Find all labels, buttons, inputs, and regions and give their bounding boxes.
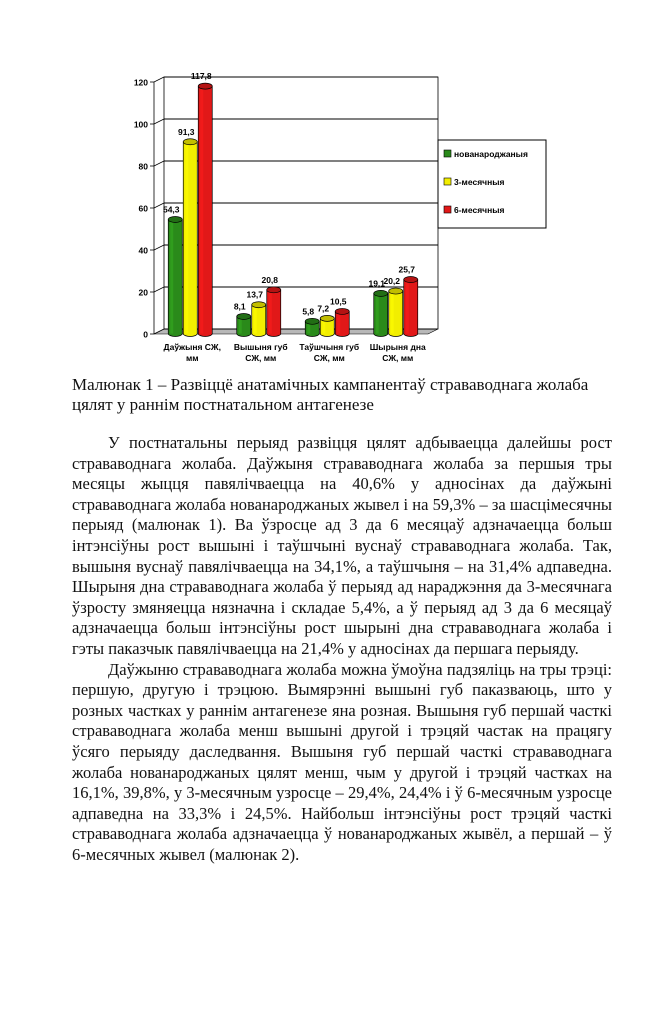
paragraph: Даўжыню страваводнага жолаба можна ўмоўна падзяліць на тры трэці: першую, другую і трэцюю. Вымярэнні вышыні губ паказваюць, што у розных частках у раннім антагенезе яна розная. Вышыня губ першай часткі страваводнага жолаба менш вышыні другой і трэцяй частак на працягу ўсяго перыяду даследвання. Вышыня губ першай часткі страваводнага жолаба нованароджаных цялят менш, чым у другой і трэцяй частках на 16,1%, 39,8%, у 3-месячным узросце – 29,4%, 24,4% і ў 6-месячным узросце адпаведна на 33,3% і 24,5%. Найбольш інтэнсіўны рост трэцяй часткі страваводнага жолаба адзначаецца ў нованароджаных жывёл, а першай – ў 6-месячных жывел (малюнак 2). [72,659,612,864]
bar-top [335,308,349,314]
legend-label: нованароджаныя [454,149,528,159]
data-label: 19,1 [368,278,386,289]
data-label: 20,8 [261,274,279,285]
bar-highlight [254,305,257,334]
y-tick-label: 80 [138,161,148,172]
bar-chart [128,72,570,370]
bar-highlight [185,142,188,334]
data-label: 8,1 [233,301,246,312]
body-text [72,433,612,865]
legend-label: 3-месячныя [454,177,505,187]
bar-top [198,83,212,89]
legend-swatch [444,178,451,185]
bar-highlight [391,291,394,333]
category-label: Вышыня губ [233,342,288,352]
category-label: мм [185,353,199,363]
figure-caption: Малюнак 1 – Развіццё анатамічных кампанентаў страваводнага жолаба цялят у раннім постнатальном антагенезе [72,375,589,414]
y-tick-label: 120 [133,77,148,88]
gridline-side [154,245,164,250]
bar-highlight [337,311,340,333]
data-label: 20,2 [383,276,401,287]
category-label: Даўжыня СЖ, [163,342,221,352]
y-tick-label: 20 [138,287,148,298]
gridline-side [154,161,164,166]
y-tick-label: 100 [133,119,148,130]
bar-highlight [170,219,173,333]
chart-figure [128,72,570,370]
gridline-side [154,287,164,292]
data-label: 10,5 [329,296,347,307]
data-label: 7,2 [317,303,330,314]
y-tick-label: 0 [143,329,148,340]
legend-label: 6-месячныя [454,205,505,215]
bar-top [374,290,388,296]
paragraph: У постнатальны перыяд развіцця цялят адбываецца далейшы рост страваводнага жолаба. Даўжыня страваводнага жолаба за першыя тры месяцы жыцця павялічваецца на 40,6% у адносінах да даўжыні страваводнага жолаба нованароджаных жывел і на 59,3% – за шасцімесячны перыяд (малюнак 1). Ва ўзросце ад 3 да 6 месяцаў адзначаецца больш інтэнсіўны рост вышыні і таўшчыні вуснаў страваводнага жолаба. Так, вышыня вуснаў павялічваецца на 34,1%, а таўшчыня – на 31,4% адпаведна. Шырыня дна страваводнага жолаба ў перыяд ад нараджэння да 3-месячнага ўзросту змяняецца нязначна і складае 5,4%, а ў перыяд ад 3 да 6 месяцаў адзначаецца больш інтэнсіўны рост шырыні дна страваводнага жолаба і гэты паказчык павялічваецца на 21,4% у адносінах да першага перыяду. [72,433,612,658]
bar-highlight [376,293,379,333]
data-label: 91,3 [177,126,195,137]
bar-highlight [269,290,272,334]
legend-swatch [444,206,451,213]
category-label: Шырыня дна [369,342,426,352]
data-label: 5,8 [302,306,315,317]
bar-highlight [406,280,409,334]
gridline-side [154,77,164,82]
bar-top [252,302,266,308]
data-label: 13,7 [246,289,264,300]
bar-top [237,313,251,319]
bar-top [389,288,403,294]
category-label: Таўшчыня губ [299,342,360,352]
bar-top [305,318,319,324]
y-tick-label: 40 [138,245,148,256]
category-label: СЖ, мм [245,353,277,363]
data-label: 54,3 [162,204,180,215]
bar-top [320,315,334,321]
category-label: СЖ, мм [313,353,345,363]
bar-top [168,216,182,222]
bar-highlight [200,86,203,333]
bar-top [404,277,418,283]
y-tick-label: 60 [138,203,148,214]
bar-top [267,287,281,293]
data-label: 117,8 [190,72,212,82]
category-label: СЖ, мм [382,353,414,363]
bar-top [183,139,197,145]
legend-swatch [444,150,451,157]
gridline-side [154,119,164,124]
data-label: 25,7 [398,264,416,275]
